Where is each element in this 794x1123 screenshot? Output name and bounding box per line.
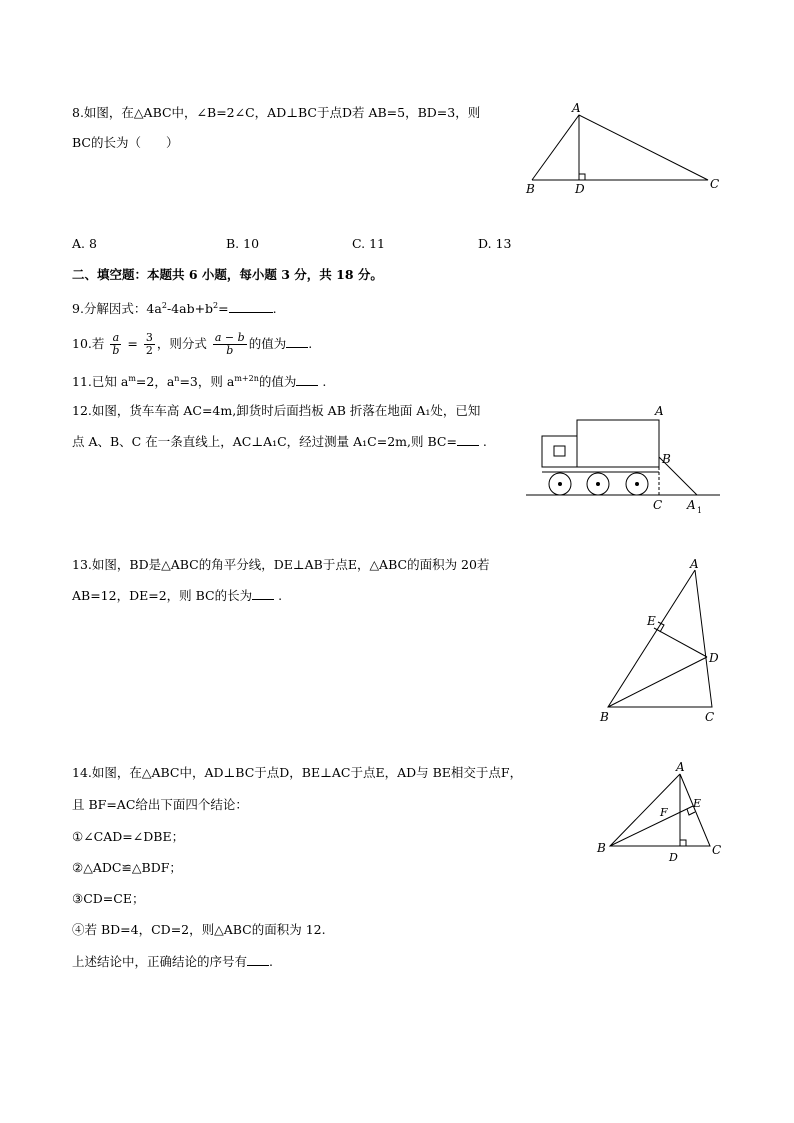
q10-fraction-3-over-2 — [144, 332, 155, 357]
q8-label-A: A — [572, 101, 581, 115]
q14-label-B: B — [597, 841, 606, 855]
q10-suffix: 的值为 — [248, 336, 287, 351]
q10-frac1-den: b — [112, 344, 120, 357]
q14-conclusion-2: ②△ADC≌△BDF； — [72, 860, 182, 875]
q14-label-D: D — [669, 851, 678, 864]
q8-label-B: B — [526, 182, 535, 196]
q8-right-angle-mark — [579, 174, 585, 180]
q11-p3: =3，则 a — [179, 374, 235, 390]
q10-mid: ，则分式 — [156, 336, 207, 351]
q14-conclusion-3: ③CD=CE； — [72, 891, 145, 906]
q13-label-E: E — [647, 614, 656, 628]
q8-figure — [520, 100, 730, 200]
q14-label-F: F — [660, 806, 668, 819]
section2-title — [72, 266, 383, 284]
q14-line-last-text: 上述结论中，正确结论的序号有 — [72, 954, 248, 969]
q10-line — [72, 330, 312, 358]
q12-line2-text: 点 A、B、C 在一条直线上，AC⊥A₁C，经过测量 A₁C=2m,则 BC= — [72, 434, 457, 449]
q12-cargo-box — [577, 420, 659, 467]
q12-answer-blank[interactable] — [457, 433, 479, 446]
q13-triangle — [608, 570, 712, 707]
q13-label-A: A — [690, 557, 699, 571]
q14-conclusion-4: ④若 BD=4，CD=2，则△ABC的面积为 12. — [72, 922, 326, 937]
q12-cab-window — [554, 446, 565, 456]
q12-line1: 12.如图，货车车高 AC=4m,卸货时后面挡板 AB 折落在地面 A₁处，已知 — [72, 403, 481, 418]
q8-label-C: C — [710, 177, 720, 191]
q13-label-B: B — [600, 710, 609, 724]
q11-e1: m — [128, 374, 136, 383]
q10-answer-blank[interactable] — [286, 335, 308, 348]
q9-exp2: 2 — [213, 301, 219, 310]
q12-cab — [542, 436, 577, 467]
q14-line1: 14.如图，在△ABC中，AD⊥BC于点D，BE⊥AC于点E，AD与 BE相交于点F， — [72, 765, 523, 780]
q14-figure — [592, 760, 732, 870]
q11-end: . — [322, 374, 327, 390]
q10-frac3-num: a − b — [214, 331, 245, 344]
q14-right-angle-D — [680, 840, 686, 846]
q12-label-B: B — [662, 452, 671, 466]
q14-line2: 且 BF=AC给出下面四个结论： — [72, 797, 248, 812]
q13-line2-text: AB=12，DE=2，则 BC的长为 — [72, 588, 253, 603]
q10-prefix: 10.若 — [72, 336, 105, 351]
q13-line1: 13.如图，BD是△ABC的角平分线，DE⊥AB于点E，△ABC的面积为 20若 — [72, 557, 490, 572]
q9-eq: = — [218, 301, 229, 317]
q10-frac3-den: b — [226, 344, 234, 357]
q9-exp1: 2 — [161, 301, 167, 310]
q13-figure — [590, 555, 730, 730]
q13-label-C: C — [705, 710, 715, 724]
q14-conclusion-1: ①∠CAD=∠DBE； — [72, 829, 185, 844]
q13-end: . — [278, 588, 283, 603]
q10-fraction-a-over-b — [110, 332, 121, 357]
q13-line2 — [72, 587, 282, 605]
q9-answer-blank[interactable] — [229, 300, 273, 313]
q10-frac2-den: 2 — [145, 344, 153, 357]
q12-wheel-1-hub — [558, 482, 562, 486]
q8-line2: BC的长为（ ） — [72, 135, 179, 150]
q10-fraction-expression — [213, 332, 247, 357]
q14-answer-blank[interactable] — [247, 953, 269, 966]
q12-label-A: A — [655, 404, 664, 418]
q8-label-D: D — [575, 182, 585, 196]
q12-label-C: C — [653, 498, 663, 512]
q8-option-b: B. 10 — [226, 236, 260, 251]
q11-e3: m+2n — [234, 374, 259, 383]
q14-end: . — [269, 954, 273, 969]
q12-wheel-2-hub — [596, 482, 600, 486]
q10-end: . — [308, 336, 313, 351]
q9-suffix: . — [272, 301, 277, 317]
q11-p4: 的值为 — [258, 374, 297, 390]
q12-line2 — [72, 433, 487, 451]
q12-label-A1-sub: 1 — [697, 506, 703, 515]
q10-frac1-num: a — [110, 332, 121, 345]
q12-wheel-3-hub — [635, 482, 639, 486]
q9-line — [72, 297, 277, 318]
q8-option-c: C. 11 — [352, 236, 385, 251]
q9-mid: -4ab+b — [166, 301, 214, 317]
q11-line — [72, 370, 326, 391]
q12-end: . — [482, 434, 487, 449]
q13-bisector-BD — [608, 657, 707, 707]
q10-frac2-num: 3 — [145, 331, 153, 344]
q14-line-last — [72, 953, 273, 971]
q8-option-d: D. 13 — [478, 236, 512, 251]
q14-label-E: E — [693, 797, 702, 810]
q9-prefix: 9.分解因式：4a — [72, 301, 162, 317]
q8-line1: 8.如图，在△ABC中，∠B=2∠C，AD⊥BC于点D若 AB=5，BD=3，则 — [72, 105, 481, 120]
q8-option-a: A. 8 — [72, 236, 97, 251]
q8-triangle — [532, 115, 708, 180]
q11-answer-blank[interactable] — [296, 373, 318, 386]
q13-answer-blank[interactable] — [252, 587, 274, 600]
q13-perpendicular-DE — [654, 628, 707, 657]
q13-label-D: D — [709, 651, 719, 665]
section2-title-text: 二、填空题：本题共 6 小题，每小题 3 分，共 18 分。 — [72, 267, 383, 282]
q10-eq: = — [127, 336, 138, 351]
q11-p2: =2，a — [135, 374, 175, 390]
q12-label-A1: A — [687, 498, 696, 512]
q14-label-A: A — [676, 760, 685, 774]
q14-label-C: C — [712, 843, 722, 857]
q11-e2: n — [174, 374, 180, 383]
q12-truck-figure — [522, 400, 722, 520]
q11-p1: 11.已知 a — [72, 374, 129, 390]
